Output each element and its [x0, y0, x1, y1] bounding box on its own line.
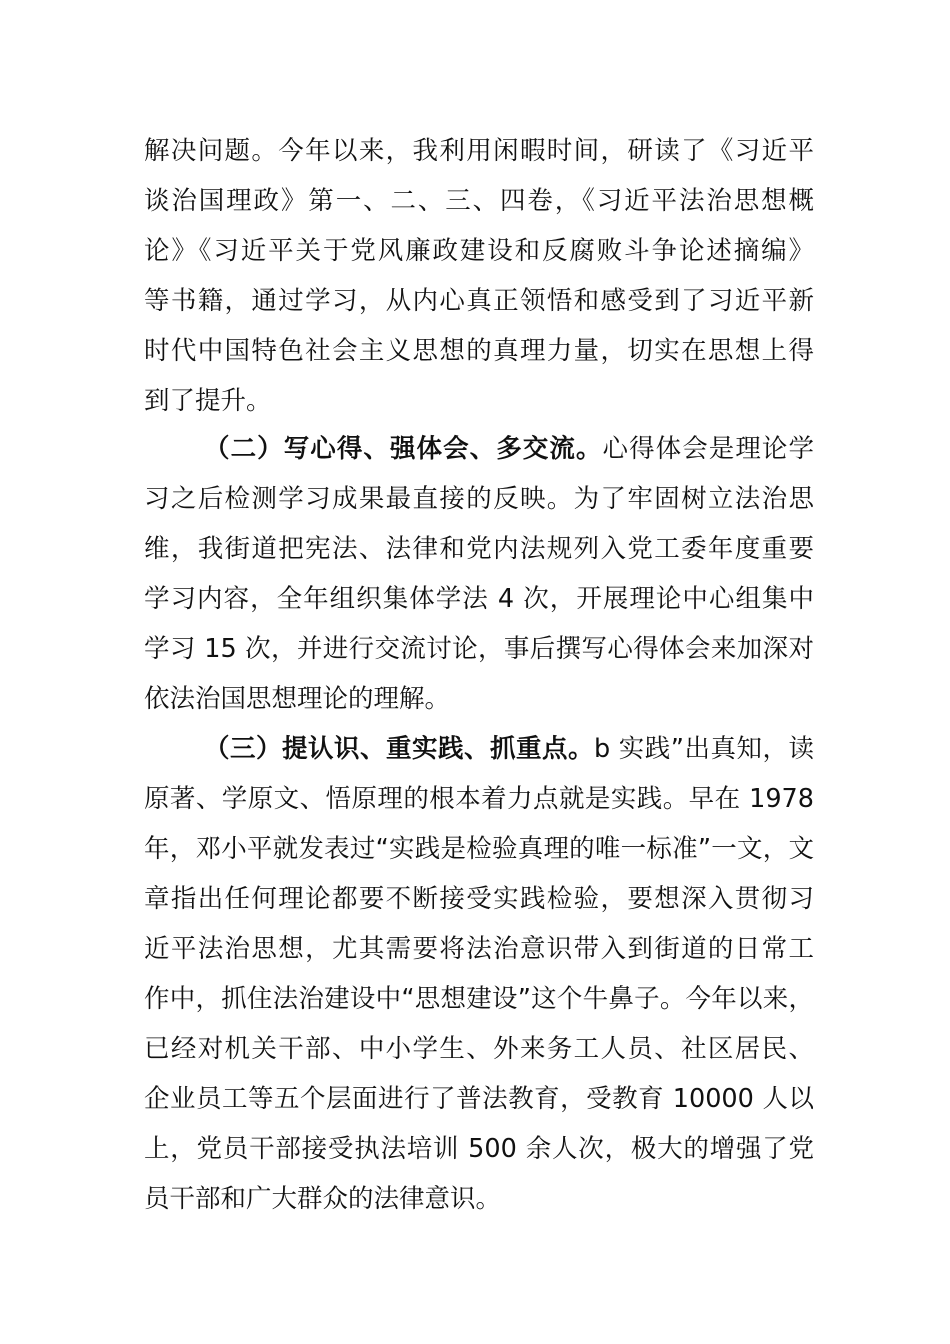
paragraph-3-line-10: 员干部和广大群众的法律意识。 — [144, 1184, 502, 1214]
paragraph-2-line-2: 习之后检测学习成果最直接的反映。为了牢固树立法治思 — [144, 484, 814, 514]
paragraph-3-line-1 — [204, 724, 814, 774]
paragraph-1-line-6: 到了提升。 — [144, 386, 272, 416]
paragraph-2-line-4: 学习内容，全年组织集体学法 4 次，开展理论中心组集中 — [144, 584, 814, 614]
paragraph-3-line-6: 作中，抓住法治建设中“思想建设”这个牛鼻子。今年以来， — [144, 984, 814, 1014]
paragraph-3-line-5: 近平法治思想，尤其需要将法治意识带入到街道的日常工 — [144, 934, 814, 964]
paragraph-1-line-5: 时代中国特色社会主义思想的真理力量，切实在思想上得 — [144, 336, 814, 366]
paragraph-2-line-6: 依法治国思想理论的理解。 — [144, 684, 451, 714]
paragraph-2-line-3: 维，我街道把宪法、法律和党内法规列入党工委年度重要 — [144, 534, 814, 564]
paragraph-2-first-line-text: 心得体会是理论学 — [602, 434, 814, 464]
paragraph-3-line-9: 上，党员干部接受执法培训 500 余人次，极大的增强了党 — [144, 1134, 814, 1164]
paragraph-1-line-3: 论》《习近平关于党风廉政建设和反腐败斗争论述摘编》 — [144, 236, 814, 266]
paragraph-1-line-4: 等书籍，通过学习，从内心真正领悟和感受到了习近平新 — [144, 286, 814, 316]
paragraph-2-heading: （二）写心得、强体会、多交流。 — [204, 434, 603, 464]
paragraph-3-line-3: 年，邓小平就发表过“实践是检验真理的唯一标准”一文，文 — [144, 834, 814, 864]
paragraph-2-line-1 — [204, 424, 814, 474]
paragraph-3-line-8: 企业员工等五个层面进行了普法教育，受教育 10000 人以 — [144, 1084, 814, 1114]
paragraph-1-line-1: 解决问题。今年以来，我利用闲暇时间，研读了《习近平 — [144, 136, 814, 166]
paragraph-3-heading: （三）提认识、重实践、抓重点。 — [204, 734, 594, 764]
paragraph-1-line-2: 谈治国理政》第一、二、三、四卷，《习近平法治思想概 — [144, 186, 814, 216]
paragraph-3-line-7: 已经对机关干部、中小学生、外来务工人员、社区居民、 — [144, 1034, 814, 1064]
paragraph-3-first-line-text: b 实践”出真知，读 — [593, 734, 814, 764]
paragraph-3-line-4: 章指出任何理论都要不断接受实践检验，要想深入贯彻习 — [144, 884, 814, 914]
paragraph-2-line-5: 学习 15 次，并进行交流讨论，事后撰写心得体会来加深对 — [144, 634, 814, 664]
paragraph-3-line-2: 原著、学原文、悟原理的根本着力点就是实践。早在 1978 — [144, 784, 814, 814]
